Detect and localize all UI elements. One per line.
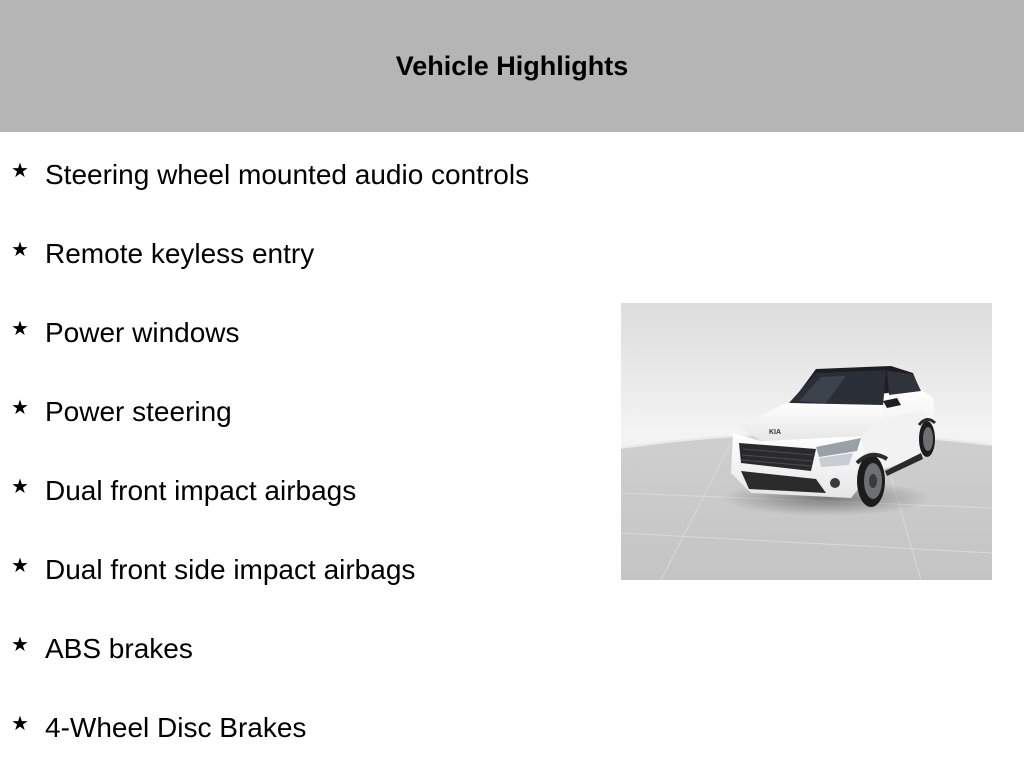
star-icon: ★ xyxy=(11,474,29,498)
star-icon: ★ xyxy=(11,632,29,656)
highlight-label: Steering wheel mounted audio controls xyxy=(45,159,530,190)
highlight-label: Power steering xyxy=(45,396,232,427)
star-icon: ★ xyxy=(11,237,29,261)
star-icon: ★ xyxy=(11,711,29,735)
highlight-label: ABS brakes xyxy=(45,633,193,664)
star-icon: ★ xyxy=(11,158,29,182)
highlight-label: Remote keyless entry xyxy=(45,238,315,269)
highlight-label: Dual front side impact airbags xyxy=(45,554,416,585)
highlight-label: 4-Wheel Disc Brakes xyxy=(45,712,307,743)
header-banner xyxy=(0,0,1024,132)
highlight-label: Dual front impact airbags xyxy=(45,475,357,506)
star-icon: ★ xyxy=(11,316,29,340)
vehicle-photo xyxy=(621,303,992,580)
star-icon: ★ xyxy=(11,395,29,419)
page-title: Vehicle Highlights xyxy=(395,50,629,81)
vehicle-image-svg xyxy=(621,303,992,580)
highlight-label: Power windows xyxy=(45,317,240,348)
kia-badge: KIA xyxy=(769,429,782,436)
star-icon: ★ xyxy=(11,553,29,577)
